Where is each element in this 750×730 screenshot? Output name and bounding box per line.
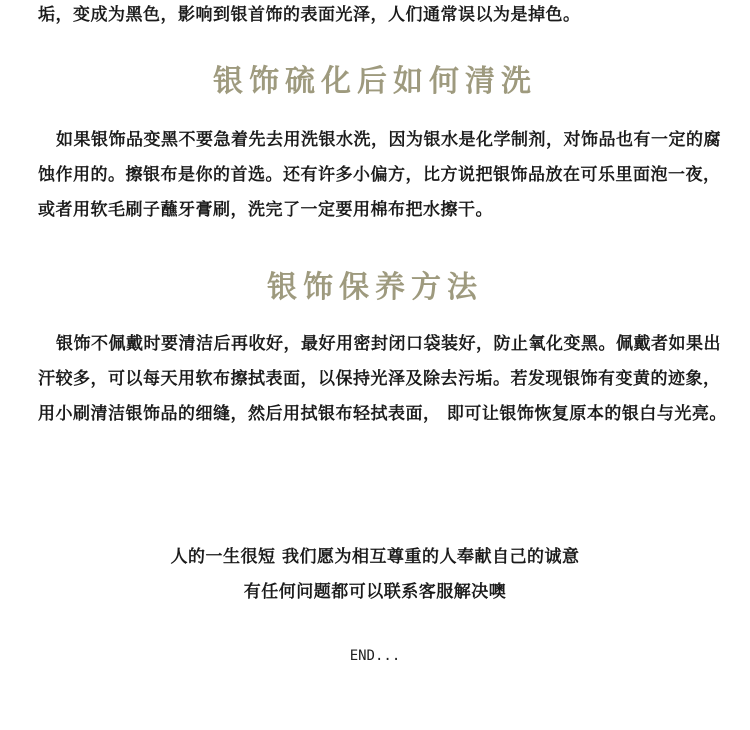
section-heading-cleaning: 银饰硫化后如何清洗 [213, 64, 537, 99]
closing-line-2: 有任何问题都可以联系客服解决噢 [243, 582, 507, 602]
closing-line-1: 人的一生很短 我们愿为相互尊重的人奉献自己的诚意 [170, 547, 580, 567]
section-body-maintenance: 银饰不佩戴时要清洁后再收好，最好用密封闭口袋装好，防止氧化变黑。佩戴者如果出汗较多，可以每天用软布擦拭表面，以保持光泽及除去污垢。若发现银饰有变黄的迹象，用小刷清洁银饰品的细缝，然后用拭银布轻拭表面， 即可让银饰恢复原本的银白与光亮。 [38, 334, 727, 424]
intro-paragraph-tail: 垢，变成为黑色，影响到银首饰的表面光泽，人们通常误以为是掉色。 [38, 5, 581, 25]
section-body-cleaning: 如果银饰品变黑不要急着先去用洗银水洗，因为银水是化学制剂，对饰品也有一定的腐蚀作用的。擦银布是你的首选。还有许多小偏方，比方说把银饰品放在可乐里面泡一夜，或者用软毛刷子蘸牙膏刷，洗完了一定要用棉布把水擦干。 [38, 130, 721, 220]
end-marker: END... [349, 648, 401, 664]
section-heading-maintenance: 银饰保养方法 [267, 270, 483, 305]
